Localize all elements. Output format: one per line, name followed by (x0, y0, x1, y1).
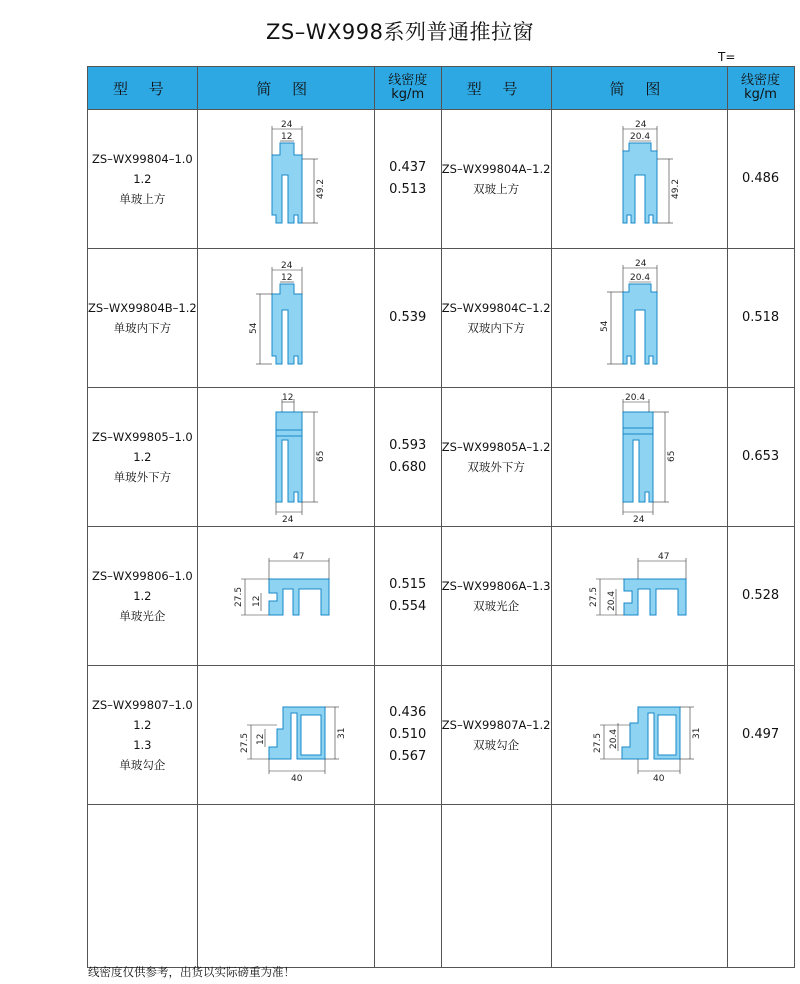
model-cell: ZS–WX99807A–1.2 双玻勾企 (441, 666, 551, 805)
diagram-cell (551, 666, 727, 805)
svg-text:24: 24 (281, 515, 294, 522)
header-density: 线密度 kg/m (374, 67, 441, 110)
density-cell: 0.593 0.680 (374, 388, 441, 527)
svg-text:24: 24 (280, 120, 293, 130)
svg-text:24: 24 (633, 515, 645, 522)
profile-drawing (579, 258, 699, 378)
density-cell: 0.528 (727, 527, 794, 666)
svg-text:27.5: 27.5 (593, 732, 604, 753)
svg-text:65: 65 (315, 450, 326, 462)
table-row (88, 527, 795, 666)
svg-text:40: 40 (653, 774, 665, 784)
profile-drawing (574, 685, 704, 785)
density-cell: 0.518 (727, 249, 794, 388)
svg-text:31: 31 (692, 727, 703, 739)
empty-cell (551, 805, 727, 968)
svg-text:12: 12 (280, 132, 293, 142)
density-cell: 0.539 (374, 249, 441, 388)
model-cell: ZS–WX99804B–1.2 单玻内下方 (88, 249, 198, 388)
profile-drawing (226, 119, 346, 239)
svg-text:20.4: 20.4 (630, 132, 651, 142)
density-cell: 0.515 0.554 (374, 527, 441, 666)
density-cell: 0.436 0.510 0.567 (374, 666, 441, 805)
profile-drawing (579, 119, 699, 239)
table-row (88, 388, 795, 527)
density-cell: 0.486 (727, 110, 794, 249)
svg-text:65: 65 (667, 450, 678, 462)
empty-cell (727, 805, 794, 968)
table-header-row (88, 67, 795, 110)
svg-text:47: 47 (658, 552, 670, 562)
diagram-cell (197, 527, 374, 666)
diagram-cell (197, 110, 374, 249)
profile-drawing (221, 541, 351, 651)
profile-spec-table (87, 66, 795, 968)
model-cell: ZS–WX99805–1.0 1.2 单玻外下方 (88, 388, 198, 527)
profile-drawing (579, 392, 699, 522)
svg-text:49.2: 49.2 (315, 178, 326, 199)
page-title: ZS–WX998系列普通推拉窗 (266, 20, 534, 44)
density-cell: 0.437 0.513 (374, 110, 441, 249)
footnote: 线密度仅供参考，出货以实际磅重为准！ (88, 965, 295, 979)
svg-text:24: 24 (635, 259, 647, 269)
svg-text:47: 47 (292, 552, 305, 562)
diagram-cell (551, 110, 727, 249)
profile-drawing (574, 541, 704, 651)
thickness-label: T= (718, 50, 736, 64)
svg-text:20.4: 20.4 (609, 728, 620, 749)
profile-drawing (226, 392, 346, 522)
header-diagram: 简 图 (197, 67, 374, 110)
svg-text:12: 12 (251, 595, 262, 607)
table-row (88, 110, 795, 249)
header-density: 线密度 kg/m (727, 67, 794, 110)
empty-cell (441, 805, 551, 968)
diagram-cell (551, 527, 727, 666)
empty-cell (374, 805, 441, 968)
empty-cell (197, 805, 374, 968)
density-cell: 0.653 (727, 388, 794, 527)
svg-text:12: 12 (255, 733, 266, 745)
model-cell: ZS–WX99806–1.0 1.2 单玻光企 (88, 527, 198, 666)
model-cell: ZS–WX99804C–1.2 双玻内下方 (441, 249, 551, 388)
model-cell: ZS–WX99804–1.0 1.2 单玻上方 (88, 110, 198, 249)
density-cell: 0.497 (727, 666, 794, 805)
svg-text:49.2: 49.2 (671, 178, 682, 199)
table-row-empty (88, 805, 795, 968)
header-model: 型 号 (88, 67, 198, 110)
svg-text:54: 54 (248, 322, 259, 334)
svg-text:20.4: 20.4 (607, 590, 618, 611)
profile-drawing (221, 685, 351, 785)
svg-text:12: 12 (280, 273, 293, 283)
model-cell: ZS–WX99807–1.0 1.2 1.3 单玻勾企 (88, 666, 198, 805)
svg-text:54: 54 (600, 320, 611, 332)
header-model: 型 号 (441, 67, 551, 110)
model-cell: ZS–WX99806A–1.3 双玻光企 (441, 527, 551, 666)
profile-drawing (226, 258, 346, 378)
diagram-cell (551, 388, 727, 527)
model-cell: ZS–WX99805A–1.2 双玻外下方 (441, 388, 551, 527)
svg-text:27.5: 27.5 (239, 732, 250, 753)
header-diagram: 简 图 (551, 67, 727, 110)
table-row (88, 666, 795, 805)
svg-text:20.4: 20.4 (630, 273, 651, 283)
empty-cell (88, 805, 198, 968)
svg-text:24: 24 (635, 120, 647, 130)
diagram-cell (551, 249, 727, 388)
svg-text:12: 12 (281, 393, 294, 403)
model-cell: ZS–WX99804A–1.2 双玻上方 (441, 110, 551, 249)
diagram-cell (197, 666, 374, 805)
table-row (88, 249, 795, 388)
diagram-cell (197, 388, 374, 527)
svg-text:40: 40 (290, 774, 303, 784)
svg-text:31: 31 (336, 727, 347, 739)
svg-text:24: 24 (280, 261, 293, 271)
svg-text:20.4: 20.4 (625, 393, 646, 403)
svg-text:27.5: 27.5 (589, 586, 600, 607)
svg-text:27.5: 27.5 (233, 586, 244, 607)
diagram-cell (197, 249, 374, 388)
